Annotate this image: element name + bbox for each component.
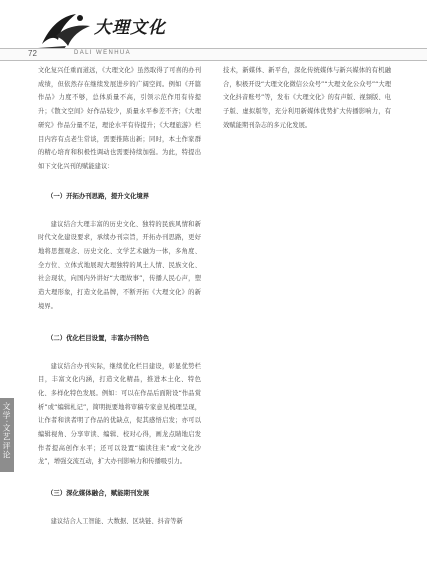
section-heading-2: （二）优化栏目设置，丰富办刊特色	[46, 333, 150, 342]
section-heading-1: （一）开拓办刊思路，提升文化境界	[46, 191, 150, 200]
magazine-pinyin: DALI WENHUA	[74, 50, 132, 56]
left-column	[38, 64, 201, 529]
right-column	[223, 64, 391, 133]
right-column-paragraph: 技术，新媒体、新平台，深化传统媒体与新兴媒体的有机融合，积极开设“大理文化微信公众号”“大理文化公众号”“大理文化抖音账号”等，发布《大理文化》的有声版、视频版、电子版、虚拟版等，充分利用新媒体优势扩大传播影响力，有效赋能期刊杂志的多元化发展。	[223, 67, 391, 129]
section-side-tab-label: 文学·文艺评论	[2, 402, 11, 460]
intro-paragraph: 文化复兴任重而道远，《大理文化》虽然取得了可喜的办刊成绩，但依然存在继续发展进步的广阔空间。例如《开篇作品》力度不够，总体质量不高，引领示范作用有待提升；《散文空间》好作品较少，质量水平参差不齐；《大理研究》作品分量不足，理论水平有待提升；《大理旅游》栏目内容有点老生常谈，需要推陈出新；同时，本土作家群的精心培育和积极性调动也需要持续加强。为此，特提出如下文化兴刊的赋能建议：	[38, 67, 201, 170]
header-bar	[0, 48, 427, 61]
section-heading-3: （三）深化媒体融合，赋能期刊发展	[46, 489, 150, 498]
section-body-1: 建议结合大理丰富的历史文化、独特的民族风情和新时代文化建设要求，承续办刊宗旨，开拓办刊思路，更好地将思想观念、历史文化、文学艺术融为一体，多角度、全方位、立体式地展现大理独特的风土人情、民族文化、社会现状，向国内外讲好“大理故事”，传播人民心声，塑造大理形象，打造文化品牌，不断开拓《大理文化》的新境界。	[38, 220, 201, 310]
logo-text: 大理文化	[94, 18, 166, 38]
section-body-2: 建议结合办刊实际，继续优化栏目建设，彰显优势栏目，丰富文化内涵，打造文化精品，推进本土化、特色化、多样化特色发展。例如：可以在作品后面附设“作品赏析”或“编辑札记”，简明扼要地将审稿专家意见梳理呈现，让作者和读者明了作品的优缺点，促其感悟启发；亦可以编辑视角、分享审读、编辑、校对心得，画龙点睛地启发作者提高创作水平；还可以设置“编读往来”或“文化沙龙”，增强交流互动，扩大办刊影响力和传播吸引力。	[38, 362, 201, 466]
magazine-logo	[36, 6, 186, 54]
logo-ink-emblem-icon	[36, 6, 96, 54]
page-number: 72	[28, 49, 37, 58]
section-body-3: 建议结合人工智能、大数据、区块链、抖音等新	[50, 518, 183, 526]
section-side-tab	[0, 398, 14, 472]
